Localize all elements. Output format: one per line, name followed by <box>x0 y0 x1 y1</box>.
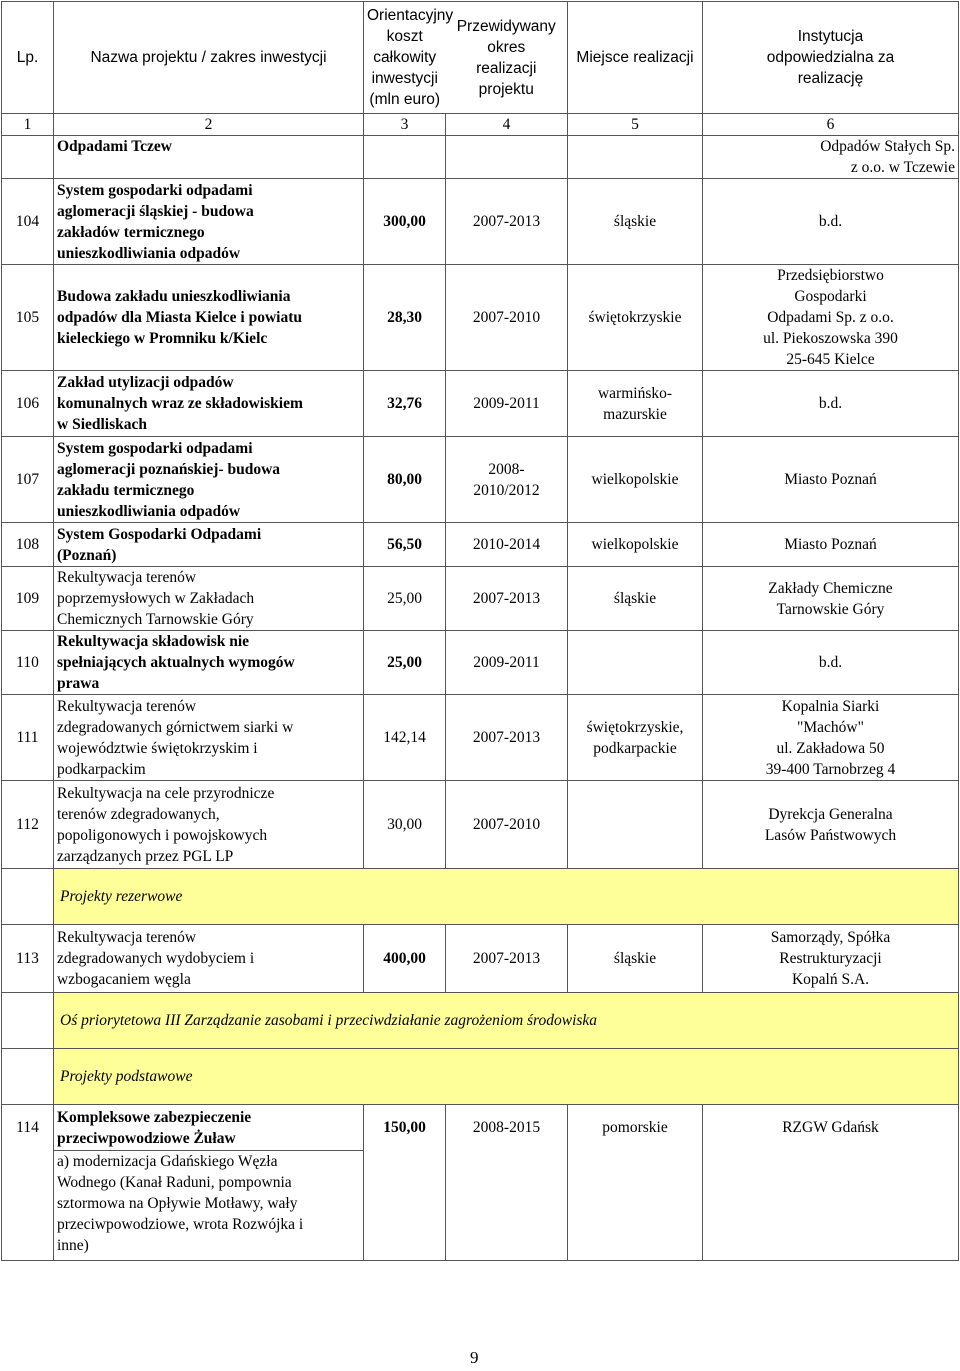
table-row <box>2 523 959 567</box>
row-institution: Miasto Poznań <box>703 523 959 567</box>
row-cost: 32,76 <box>364 371 446 437</box>
row-institution: RZGW Gdańsk <box>703 1105 959 1151</box>
row-institution: Samorządy, Spółka Restrukturyzacji Kopalń S.A. <box>703 925 959 993</box>
header-institution: Instytucja odpowiedzialna za realizację <box>703 2 959 114</box>
row-place <box>568 781 703 869</box>
row-lp: 109 <box>2 567 54 631</box>
row-institution: Miasto Poznań <box>703 437 959 523</box>
row-name: Rekultywacja terenów zdegradowanych wydobyciem i wzbogacaniem węgla <box>54 925 364 993</box>
row-lp: 114 <box>2 1105 54 1151</box>
row-place: śląskie <box>568 567 703 631</box>
table-row <box>2 371 959 437</box>
row-place: śląskie <box>568 925 703 993</box>
row-name: System gospodarki odpadami aglomeracji poznańskiej- budowa zakładu termicznego unieszkodliwiania odpadów <box>54 437 364 523</box>
row-name: Rekultywacja terenów poprzemysłowych w Zakładach Chemicznych Tarnowskie Góry <box>54 567 364 631</box>
row-period: 2010-2014 <box>446 523 568 567</box>
row-institution: Dyrekcja Generalna Lasów Państwowych <box>703 781 959 869</box>
row-period: 2007-2013 <box>446 567 568 631</box>
row-lp: 104 <box>2 179 54 265</box>
row-cost: 150,00 <box>364 1105 446 1151</box>
section-row <box>2 1049 959 1105</box>
row-place: śląskie <box>568 179 703 265</box>
page-number: 9 <box>470 1348 479 1367</box>
row-period: 2009-2011 <box>446 371 568 437</box>
table-row <box>2 265 959 371</box>
column-number: 1 <box>2 114 54 136</box>
row-lp: 108 <box>2 523 54 567</box>
table-row <box>2 179 959 265</box>
row-lp: 106 <box>2 371 54 437</box>
row-period: 2009-2011 <box>446 631 568 695</box>
row-period: 2007-2013 <box>446 179 568 265</box>
row-lp: 112 <box>2 781 54 869</box>
row-description: a) modernizacja Gdańskiego Węzła Wodnego (Kanał Raduni, pompownia sztormowa na Opływie Motławy, wały przeciwpowodziowe, wrota Rozwójka i inne) <box>54 1151 364 1261</box>
section-row <box>2 993 959 1049</box>
row-cost: 28,30 <box>364 265 446 371</box>
column-number: 6 <box>703 114 959 136</box>
row-institution: Przedsiębiorstwo Gospodarki Odpadami Sp. z o.o. ul. Piekoszowska 390 25-645 Kielce <box>703 265 959 371</box>
table-row <box>2 631 959 695</box>
row-name: Rekultywacja terenów zdegradowanych górnictwem siarki w województwie świętokrzyskim i podkarpackim <box>54 695 364 781</box>
row-place: pomorskie <box>568 1105 703 1151</box>
header-name: Nazwa projektu / zakres inwestycji <box>54 2 364 114</box>
section-row <box>2 869 959 925</box>
table-header <box>2 2 959 114</box>
row-lp: 113 <box>2 925 54 993</box>
row-lp: 105 <box>2 265 54 371</box>
column-number: 5 <box>568 114 703 136</box>
row-place: warmińsko-mazurskie <box>568 371 703 437</box>
row-institution: b.d. <box>703 179 959 265</box>
table-row <box>2 925 959 993</box>
column-number: 4 <box>446 114 568 136</box>
row-cost: 80,00 <box>364 437 446 523</box>
row-institution: Kopalnia Siarki "Machów" ul. Zakładowa 50 39-400 Tarnobrzeg 4 <box>703 695 959 781</box>
row-name: System gospodarki odpadami aglomeracji śląskiej - budowa zakładów termicznego unieszkodliwiania odpadów <box>54 179 364 265</box>
row-period: 2008- 2010/2012 <box>446 437 568 523</box>
row-cost: 30,00 <box>364 781 446 869</box>
row-cost: 400,00 <box>364 925 446 993</box>
column-number: 3 <box>364 114 446 136</box>
row-period: 2007-2013 <box>446 695 568 781</box>
table-row <box>2 437 959 523</box>
axis-title: Oś priorytetowa III Zarządzanie zasobami i przeciwdziałanie zagrożeniom środowiska <box>54 993 959 1049</box>
row-name: Rekultywacja składowisk nie spełniających aktualnych wymogów prawa <box>54 631 364 695</box>
row-period: 2008-2015 <box>446 1105 568 1151</box>
row-name: Zakład utylizacji odpadów komunalnych wraz ze składowiskiem w Siedliskach <box>54 371 364 437</box>
header-place: Miejsce realizacji <box>568 2 703 114</box>
row-lp: 107 <box>2 437 54 523</box>
row-place <box>568 631 703 695</box>
continuation-name: Odpadami Tczew <box>54 136 364 179</box>
row-cost: 25,00 <box>364 631 446 695</box>
header-cost: Orientacyjny koszt całkowity inwestycji (mln euro) <box>364 2 446 114</box>
row-institution: b.d. <box>703 371 959 437</box>
projects-table <box>1 1 959 1261</box>
row-cost: 142,14 <box>364 695 446 781</box>
table-row <box>2 695 959 781</box>
section-reserve-title: Projekty rezerwowe <box>54 869 959 925</box>
row-place: wielkopolskie <box>568 523 703 567</box>
row-period: 2007-2010 <box>446 265 568 371</box>
table-row <box>2 567 959 631</box>
table-row <box>2 1105 959 1151</box>
row-place: świętokrzyskie <box>568 265 703 371</box>
row-place: wielkopolskie <box>568 437 703 523</box>
continuation-institution: Odpadów Stałych Sp. z o.o. w Tczewie <box>703 136 959 179</box>
row-cost: 25,00 <box>364 567 446 631</box>
row-lp: 111 <box>2 695 54 781</box>
row-cost: 56,50 <box>364 523 446 567</box>
row-institution: b.d. <box>703 631 959 695</box>
row-institution: Zakłady Chemiczne Tarnowskie Góry <box>703 567 959 631</box>
row-name: System Gospodarki Odpadami (Poznań) <box>54 523 364 567</box>
row-lp: 110 <box>2 631 54 695</box>
row-name: Budowa zakładu unieszkodliwiania odpadów dla Miasta Kielce i powiatu kieleckiego w Promniku k/Kielc <box>54 265 364 371</box>
table-row <box>2 136 959 179</box>
column-numbers-row <box>2 114 959 136</box>
section-basic-title: Projekty podstawowe <box>54 1049 959 1105</box>
row-cost: 300,00 <box>364 179 446 265</box>
header-lp: Lp. <box>2 2 54 114</box>
row-name: Rekultywacja na cele przyrodnicze terenów zdegradowanych, popoligonowych i powojskowych zarządzanych przez PGL LP <box>54 781 364 869</box>
row-period: 2007-2013 <box>446 925 568 993</box>
header-period: Przewidywany okres realizacji projektu <box>446 2 568 114</box>
row-name: Kompleksowe zabezpieczenie przeciwpowodziowe Żuław <box>54 1105 364 1151</box>
column-number: 2 <box>54 114 364 136</box>
table-row <box>2 781 959 869</box>
row-place: świętokrzyskie, podkarpackie <box>568 695 703 781</box>
table-row <box>2 1151 959 1261</box>
row-period: 2007-2010 <box>446 781 568 869</box>
